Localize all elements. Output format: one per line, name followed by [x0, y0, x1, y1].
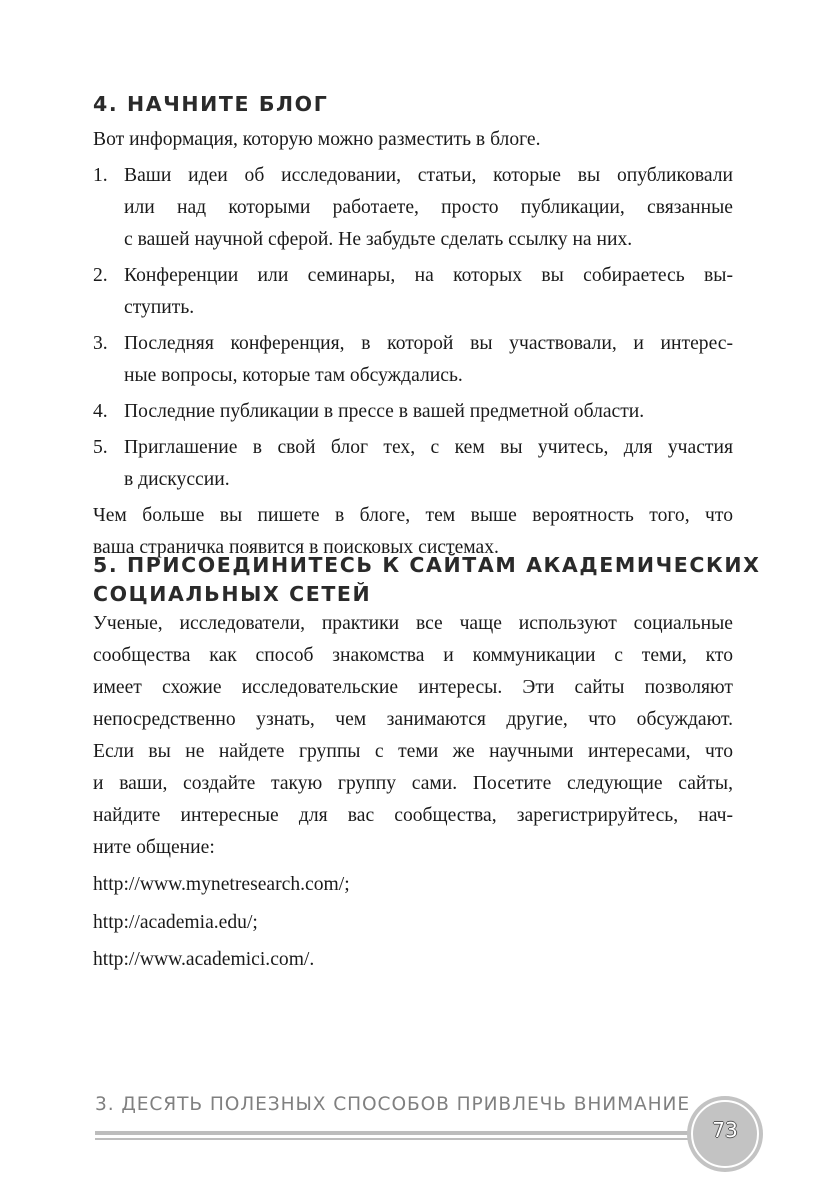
list-item-line: Приглашение в свой блог тех, с кем вы учитесь, для участия — [124, 437, 733, 458]
footer-rule — [95, 1131, 693, 1135]
paragraph-line: Если вы не найдете группы с теми же научными интересами, что — [93, 741, 733, 762]
list-item-line: или над которыми работаете, просто публикации, связанные — [124, 197, 733, 218]
list-item-line: в дискуссии. — [124, 469, 230, 490]
heading-line: СОЦИАЛЬНЫХ СЕТЕЙ — [93, 582, 372, 606]
list-item-line: ступить. — [124, 297, 195, 318]
list-item-number: 1. — [93, 165, 108, 186]
list-item-line: Последние публикации в прессе в вашей предметной области. — [124, 401, 645, 422]
paragraph-line: Ученые, исследователи, практики все чаще используют социальные — [93, 613, 733, 634]
section-5-paragraph — [93, 608, 733, 864]
link-text: http://academia.edu/; — [93, 911, 258, 933]
list-item — [93, 160, 733, 256]
list-item-number: 2. — [93, 265, 108, 286]
paragraph-line: ваша страничка появится в поисковых системах. — [93, 537, 499, 558]
page-number: 73 — [712, 1118, 738, 1142]
paragraph-line: имеет схожие исследовательские интересы. Эти сайты позволяют — [93, 677, 733, 698]
list-item — [93, 328, 733, 392]
list-item-line: ные вопросы, которые там обсуждались. — [124, 365, 463, 386]
list-item-line: Последняя конференция, в которой вы участвовали, и интерес- — [124, 333, 733, 354]
paragraph-line: сообщества как способ знакомства и коммуникации с теми, кто — [93, 645, 733, 666]
list-item-number: 3. — [93, 333, 108, 354]
list-item-line: Конференции или семинары, на которых вы собираетесь вы- — [124, 265, 733, 286]
heading-line: 5. ПРИСОЕДИНИТЕСЬ К САЙТАМ АКАДЕМИЧЕСКИХ — [93, 553, 761, 577]
paragraph-line: ните общение: — [93, 837, 215, 858]
list-item-line: Ваши идеи об исследовании, статьи, которые вы опубликовали — [124, 165, 733, 186]
footer-rule-thin — [95, 1138, 693, 1140]
running-footer-chapter-title: 3. ДЕСЯТЬ ПОЛЕЗНЫХ СПОСОБОВ ПРИВЛЕЧЬ ВНИМАНИЕ — [95, 1094, 690, 1115]
paragraph-line: найдите интересные для вас сообщества, зарегистрируйтесь, нач- — [93, 805, 733, 826]
paragraph-line: Чем больше вы пишете в блоге, тем выше вероятность того, что — [93, 505, 733, 526]
link-text: http://www.mynetresearch.com/; — [93, 874, 350, 895]
page-number-badge — [687, 1096, 763, 1172]
paragraph-line: и ваши, создайте такую группу сами. Посетите следующие сайты, — [93, 773, 733, 794]
ordered-list — [93, 160, 733, 496]
intro-text: Вот информация, которую можно разместить в блоге. — [93, 129, 541, 150]
link-list — [93, 866, 733, 979]
paragraph-line: непосредственно узнать, чем занимаются другие, что обсуждают. — [93, 709, 733, 730]
list-item — [93, 396, 733, 428]
list-item-line: с вашей научной сферой. Не забудьте сделать ссылку на них. — [124, 229, 633, 250]
section-4-body — [93, 124, 733, 564]
link-text: http://www.academici.com/. — [93, 949, 315, 970]
list-item-number: 5. — [93, 437, 108, 458]
section-5-heading — [93, 551, 761, 609]
list-item-number: 4. — [93, 401, 108, 422]
list-item — [93, 260, 733, 324]
section-5-body — [93, 608, 733, 979]
list-item — [93, 432, 733, 496]
section-4-heading: 4. НАЧНИТЕ БЛОГ — [93, 92, 329, 116]
